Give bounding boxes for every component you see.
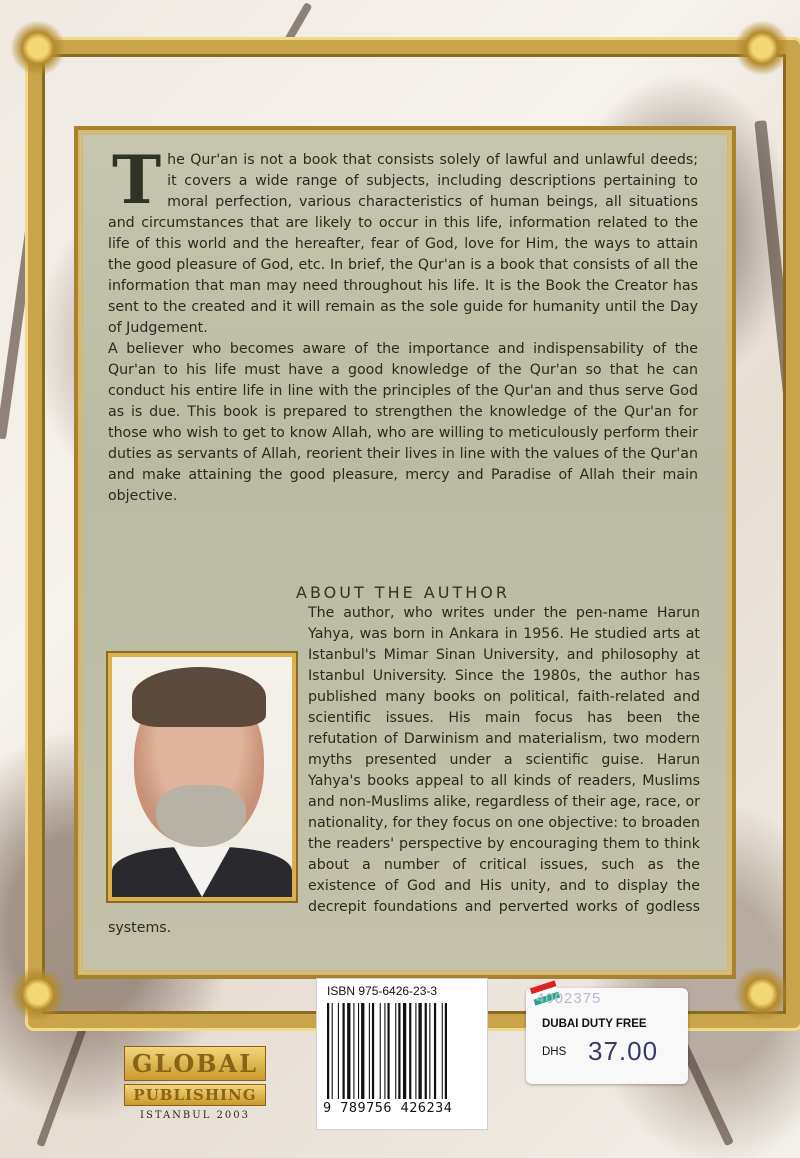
about-author-heading: ABOUT THE AUTHOR	[296, 583, 510, 602]
drop-cap: T	[112, 141, 162, 219]
ornament-corner	[734, 966, 790, 1022]
publisher-name-line1: GLOBAL	[124, 1046, 266, 1081]
ornament-corner	[10, 966, 66, 1022]
description-paragraph-1: The Qur'an is not a book that consists solely of lawful and unlawful deeds; it covers a wide range of subjects, including descriptions pertaining to moral perfection, various characteristics of human beings, all situations and circumstances that are likely to occur in this life, information related to the life of this world and the hereafter, fear of God, love for Him, the ways to attain the good pleasure of God, etc. In brief, the Qur'an is a book that consists of all the information that man may need throughout his life. It is the Book the Creator has sent to the created and it will remain as the sole guide for humanity until the Day of Judgement.	[108, 141, 698, 336]
book-description	[108, 141, 698, 507]
ornament-corner	[10, 20, 66, 76]
sticker-amount: 37.00	[588, 1036, 659, 1066]
barcode-digits: 9 789756 426234	[323, 1100, 453, 1116]
about-author-text: The author, who writes under the pen-name Harun Yahya, was born in Ankara in 1956. He studied arts at Istanbul's Mimar Sinan University, and philosophy at Istanbul University. Since the 1980s, the author has published many books on political, faith-related and scientific issues. His main focus has been the refutation of Darwinism and materialism, two modern myths presented under a scientific guise. Harun Yahya's books appeal to all kinds of readers, Muslims and non-Muslims alike, regardless of their age, race, or nationality, for they focus on one objective: to broaden the readers' perspective by encouraging them to think about a number of critical issues, such as the existence of God and His unity, and to display the decrepit foundations and perverted works of godless systems.	[108, 605, 700, 936]
author-hair	[132, 667, 266, 727]
author-beard	[156, 785, 246, 847]
about-author-section	[108, 603, 700, 939]
description-paragraph-2: A believer who becomes aware of the importance and indispensability of the Qur'an to his life must have a good knowledge of the Qur'an so that he can conduct his entire life in line with the principles of the Qur'an and thus serve God as is due. This book is prepared to strengthen the knowledge of the Qur'an for those who wish to get to know Allah, who are willing to meticulously perform their duties as servants of Allah, reorient their lives in line with the values of the Qur'an and make attaining the good pleasure, mercy and Paradise of Allah their main objective.	[108, 341, 698, 504]
price-sticker	[526, 988, 688, 1084]
publisher-logo	[124, 1046, 266, 1121]
sticker-store-label: DUBAI DUTY FREE	[542, 1018, 647, 1030]
ornament-corner	[734, 20, 790, 76]
barcode-bars	[327, 1003, 477, 1099]
author-photo	[108, 653, 296, 901]
isbn-label: ISBN 975-6426-23-3	[327, 984, 438, 998]
sticker-currency: DHS	[542, 1046, 567, 1058]
marble-vein	[36, 1013, 91, 1147]
publisher-name-line2: PUBLISHING	[124, 1084, 266, 1106]
sticker-code: 4002375	[536, 990, 602, 1007]
barcode	[316, 978, 488, 1130]
publisher-city-year: ISTANBUL 2003	[140, 1110, 250, 1121]
